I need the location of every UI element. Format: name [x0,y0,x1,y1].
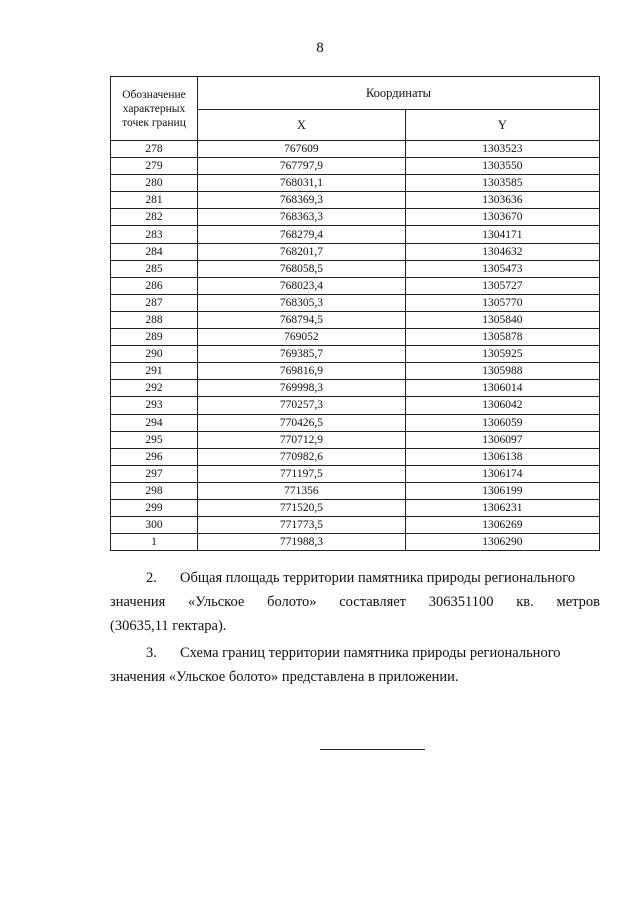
cell-point: 293 [111,397,198,414]
cell-x: 769998,3 [198,380,406,397]
cell-point: 289 [111,329,198,346]
table-row [111,192,600,209]
cell-x: 767797,9 [198,158,406,175]
cell-y: 1305727 [405,277,599,294]
table-row [111,158,600,175]
paragraph-word: 306351100 [428,594,494,610]
table-row [111,294,600,311]
table-row [111,363,600,380]
cell-y: 1305878 [405,329,599,346]
paragraph-number: 3. [146,645,157,661]
cell-y: 1306199 [405,482,599,499]
table-row [111,414,600,431]
cell-point: 297 [111,465,198,482]
table-row [111,534,600,551]
cell-point: 280 [111,175,198,192]
paragraph-text: Схема границ территории памятника природы регионального [180,645,561,661]
paragraph-text: значения «Ульское болото» представлена в приложении. [110,669,459,685]
cell-y: 1303636 [405,192,599,209]
cell-point: 300 [111,517,198,534]
cell-y: 1303585 [405,175,599,192]
paragraph-schema [110,641,600,689]
cell-x: 768363,3 [198,209,406,226]
cell-x: 768058,5 [198,260,406,277]
cell-x: 769816,9 [198,363,406,380]
cell-point: 1 [111,534,198,551]
paragraph-word: «Ульское [188,594,245,610]
table-row [111,517,600,534]
cell-x: 770712,9 [198,431,406,448]
cell-point: 285 [111,260,198,277]
page-number: 8 [316,40,324,56]
cell-point: 287 [111,294,198,311]
table-row [111,380,600,397]
table-body [111,141,600,551]
table-row [111,311,600,328]
cell-x: 767609 [198,141,406,158]
cell-point: 278 [111,141,198,158]
cell-x: 768031,1 [198,175,406,192]
cell-x: 771197,5 [198,465,406,482]
cell-x: 768369,3 [198,192,406,209]
cell-y: 1306059 [405,414,599,431]
table-header-row [111,77,600,110]
coordinates-table [110,76,600,551]
paragraph-text: Общая площадь территории памятника природы регионального [180,570,576,586]
table-row [111,397,600,414]
table-row [111,431,600,448]
table-row [111,175,600,192]
cell-point: 294 [111,414,198,431]
paragraph-word: значения [110,594,166,610]
cell-x: 768023,4 [198,277,406,294]
cell-point: 281 [111,192,198,209]
cell-y: 1304171 [405,226,599,243]
cell-point: 279 [111,158,198,175]
table-row [111,448,600,465]
cell-y: 1306231 [405,499,599,516]
table-row [111,465,600,482]
cell-point: 295 [111,431,198,448]
cell-y: 1306138 [405,448,599,465]
cell-y: 1306290 [405,534,599,551]
cell-y: 1305840 [405,311,599,328]
paragraph-text-line [110,590,600,614]
cell-y: 1306014 [405,380,599,397]
cell-y: 1305925 [405,346,599,363]
cell-point: 288 [111,311,198,328]
cell-x: 768201,7 [198,243,406,260]
table-row [111,226,600,243]
cell-x: 768279,4 [198,226,406,243]
cell-point: 282 [111,209,198,226]
cell-y: 1306042 [405,397,599,414]
paragraph-area [110,566,600,638]
paragraph-word: составляет [339,594,407,610]
cell-point: 284 [111,243,198,260]
cell-x: 771988,3 [198,534,406,551]
header-coordinates: Координаты [198,77,600,110]
cell-y: 1306174 [405,465,599,482]
header-y: Y [405,110,599,141]
cell-x: 768794,5 [198,311,406,328]
table-row [111,141,600,158]
cell-y: 1304632 [405,243,599,260]
cell-point: 286 [111,277,198,294]
cell-x: 770982,6 [198,448,406,465]
table-row [111,277,600,294]
table-row [111,260,600,277]
table-row [111,243,600,260]
cell-point: 298 [111,482,198,499]
cell-x: 771773,5 [198,517,406,534]
cell-y: 1303523 [405,141,599,158]
table-row [111,209,600,226]
cell-y: 1303550 [405,158,599,175]
cell-point: 296 [111,448,198,465]
cell-point: 290 [111,346,198,363]
header-x: X [198,110,406,141]
header-point: Обозначение характерных точек границ [111,77,198,141]
cell-point: 299 [111,499,198,516]
paragraph-word: болото» [267,594,317,610]
cell-y: 1303670 [405,209,599,226]
paragraph-word: кв. [516,594,534,610]
cell-x: 769052 [198,329,406,346]
cell-x: 771520,5 [198,499,406,516]
cell-y: 1306269 [405,517,599,534]
cell-point: 292 [111,380,198,397]
cell-y: 1306097 [405,431,599,448]
cell-x: 770257,3 [198,397,406,414]
cell-point: 291 [111,363,198,380]
cell-x: 768305,3 [198,294,406,311]
table-row [111,329,600,346]
closing-rule [320,749,425,750]
table-row [111,499,600,516]
paragraph-word: метров [556,594,600,610]
cell-point: 283 [111,226,198,243]
cell-y: 1305770 [405,294,599,311]
paragraph-number: 2. [146,570,157,586]
table-row [111,346,600,363]
cell-y: 1305473 [405,260,599,277]
paragraph-text: (30635,11 гектара). [110,618,227,634]
cell-x: 769385,7 [198,346,406,363]
table-row [111,482,600,499]
cell-x: 771356 [198,482,406,499]
cell-x: 770426,5 [198,414,406,431]
cell-y: 1305988 [405,363,599,380]
